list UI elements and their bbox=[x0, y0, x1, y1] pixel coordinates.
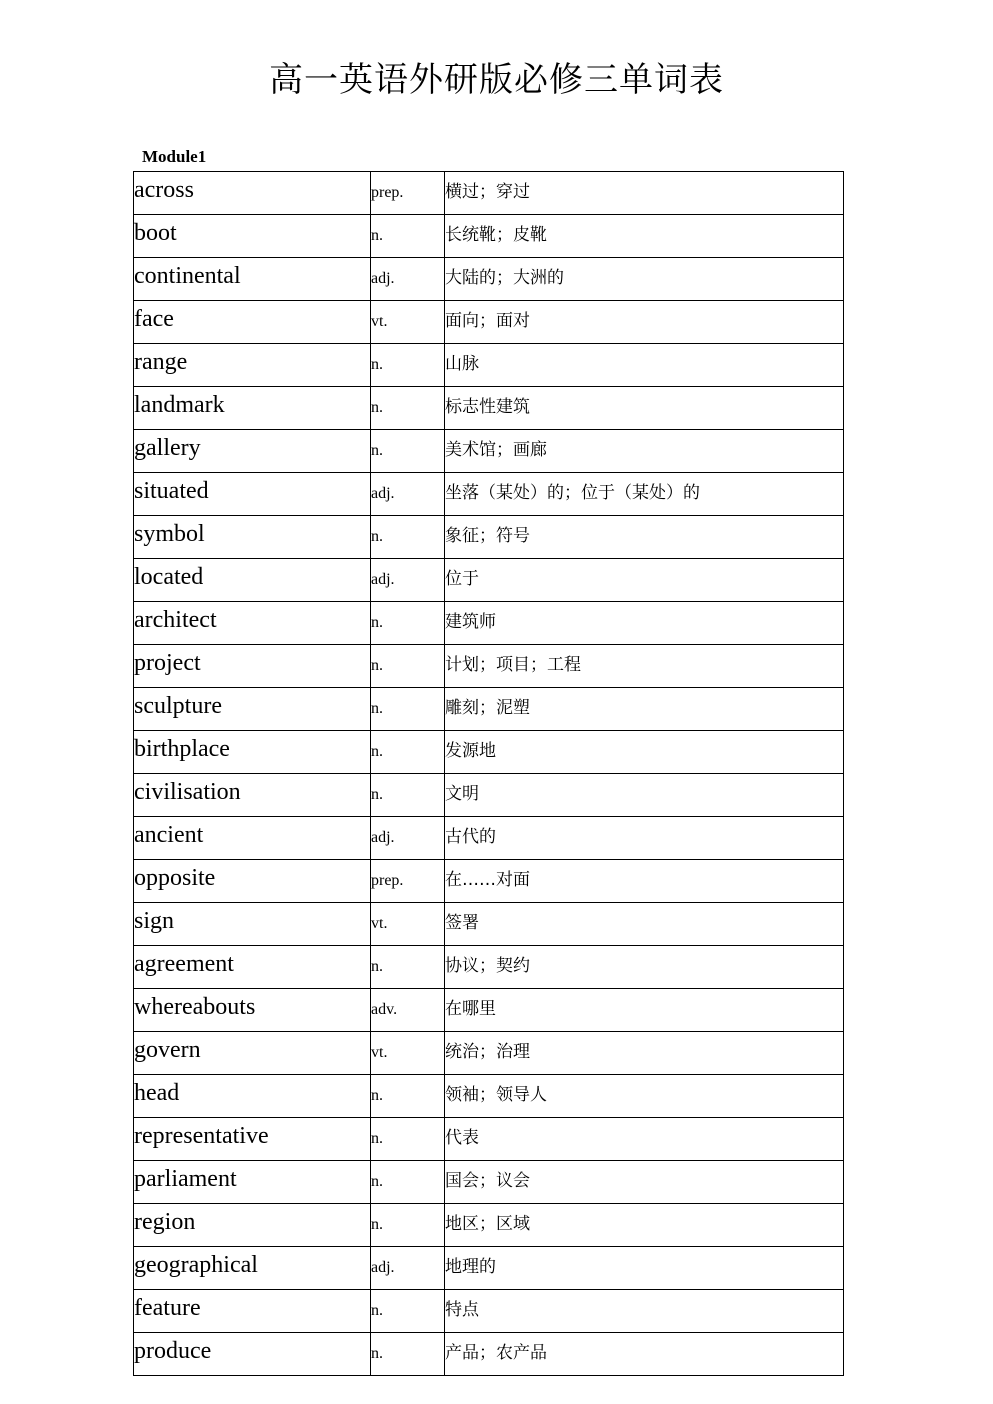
definition-cell: 大陆的；大洲的 bbox=[445, 258, 844, 301]
pos-cell: n. bbox=[371, 387, 445, 430]
table-row bbox=[134, 473, 844, 516]
pos-cell: n. bbox=[371, 1333, 445, 1376]
page-title: 高一英语外研版必修三单词表 bbox=[269, 60, 724, 100]
definition-cell: 国会；议会 bbox=[445, 1161, 844, 1204]
word-cell: continental bbox=[134, 258, 371, 301]
pos-cell: n. bbox=[371, 774, 445, 817]
table-row bbox=[134, 1247, 844, 1290]
table-row bbox=[134, 1118, 844, 1161]
definition-cell: 地理的 bbox=[445, 1247, 844, 1290]
definition-cell: 美术馆；画廊 bbox=[445, 430, 844, 473]
table-row bbox=[134, 1204, 844, 1247]
word-cell: head bbox=[134, 1075, 371, 1118]
definition-cell: 协议；契约 bbox=[445, 946, 844, 989]
module-heading: Module1 bbox=[142, 147, 207, 166]
word-cell: feature bbox=[134, 1290, 371, 1333]
word-cell: civilisation bbox=[134, 774, 371, 817]
pos-cell: n. bbox=[371, 1075, 445, 1118]
definition-cell: 地区；区域 bbox=[445, 1204, 844, 1247]
definition-cell: 建筑师 bbox=[445, 602, 844, 645]
table-row bbox=[134, 559, 844, 602]
definition-cell: 特点 bbox=[445, 1290, 844, 1333]
pos-cell: n. bbox=[371, 516, 445, 559]
table-row bbox=[134, 430, 844, 473]
word-cell: landmark bbox=[134, 387, 371, 430]
definition-cell: 位于 bbox=[445, 559, 844, 602]
table-row bbox=[134, 1032, 844, 1075]
table-row bbox=[134, 645, 844, 688]
pos-cell: n. bbox=[371, 602, 445, 645]
vocabulary-table bbox=[133, 171, 844, 1376]
definition-cell: 雕刻；泥塑 bbox=[445, 688, 844, 731]
table-row bbox=[134, 903, 844, 946]
definition-cell: 坐落（某处）的；位于（某处）的 bbox=[445, 473, 844, 516]
word-cell: geographical bbox=[134, 1247, 371, 1290]
definition-cell: 标志性建筑 bbox=[445, 387, 844, 430]
pos-cell: adv. bbox=[371, 989, 445, 1032]
table-row bbox=[134, 946, 844, 989]
word-cell: located bbox=[134, 559, 371, 602]
pos-cell: vt. bbox=[371, 903, 445, 946]
pos-cell: n. bbox=[371, 645, 445, 688]
definition-cell: 山脉 bbox=[445, 344, 844, 387]
word-cell: opposite bbox=[134, 860, 371, 903]
definition-cell: 代表 bbox=[445, 1118, 844, 1161]
word-cell: govern bbox=[134, 1032, 371, 1075]
table-row bbox=[134, 817, 844, 860]
word-cell: produce bbox=[134, 1333, 371, 1376]
pos-cell: adj. bbox=[371, 559, 445, 602]
definition-cell: 文明 bbox=[445, 774, 844, 817]
word-cell: range bbox=[134, 344, 371, 387]
pos-cell: n. bbox=[371, 344, 445, 387]
word-cell: birthplace bbox=[134, 731, 371, 774]
word-cell: architect bbox=[134, 602, 371, 645]
pos-cell: adj. bbox=[371, 817, 445, 860]
pos-cell: adj. bbox=[371, 473, 445, 516]
pos-cell: n. bbox=[371, 731, 445, 774]
table-row bbox=[134, 1290, 844, 1333]
table-row bbox=[134, 344, 844, 387]
word-cell: parliament bbox=[134, 1161, 371, 1204]
word-cell: representative bbox=[134, 1118, 371, 1161]
word-cell: ancient bbox=[134, 817, 371, 860]
definition-cell: 象征；符号 bbox=[445, 516, 844, 559]
word-cell: project bbox=[134, 645, 371, 688]
table-row bbox=[134, 172, 844, 215]
table-row bbox=[134, 387, 844, 430]
definition-cell: 发源地 bbox=[445, 731, 844, 774]
definition-cell: 产品；农产品 bbox=[445, 1333, 844, 1376]
definition-cell: 统治；治理 bbox=[445, 1032, 844, 1075]
pos-cell: prep. bbox=[371, 172, 445, 215]
pos-cell: vt. bbox=[371, 1032, 445, 1075]
table-row bbox=[134, 301, 844, 344]
pos-cell: n. bbox=[371, 215, 445, 258]
definition-cell: 横过；穿过 bbox=[445, 172, 844, 215]
definition-cell: 在哪里 bbox=[445, 989, 844, 1032]
pos-cell: n. bbox=[371, 1161, 445, 1204]
pos-cell: n. bbox=[371, 946, 445, 989]
word-cell: agreement bbox=[134, 946, 371, 989]
table-row bbox=[134, 989, 844, 1032]
table-row bbox=[134, 1075, 844, 1118]
table-row bbox=[134, 774, 844, 817]
pos-cell: adj. bbox=[371, 258, 445, 301]
table-row bbox=[134, 1161, 844, 1204]
definition-cell: 长统靴；皮靴 bbox=[445, 215, 844, 258]
pos-cell: n. bbox=[371, 688, 445, 731]
table-row bbox=[134, 258, 844, 301]
pos-cell: n. bbox=[371, 1290, 445, 1333]
pos-cell: vt. bbox=[371, 301, 445, 344]
table-row bbox=[134, 215, 844, 258]
word-cell: situated bbox=[134, 473, 371, 516]
word-cell: boot bbox=[134, 215, 371, 258]
pos-cell: adj. bbox=[371, 1247, 445, 1290]
table-row bbox=[134, 688, 844, 731]
definition-cell: 古代的 bbox=[445, 817, 844, 860]
pos-cell: prep. bbox=[371, 860, 445, 903]
pos-cell: n. bbox=[371, 430, 445, 473]
definition-cell: 面向；面对 bbox=[445, 301, 844, 344]
pos-cell: n. bbox=[371, 1118, 445, 1161]
definition-cell: 计划；项目；工程 bbox=[445, 645, 844, 688]
word-cell: region bbox=[134, 1204, 371, 1247]
definition-cell: 领袖；领导人 bbox=[445, 1075, 844, 1118]
word-cell: symbol bbox=[134, 516, 371, 559]
table-row bbox=[134, 602, 844, 645]
word-cell: whereabouts bbox=[134, 989, 371, 1032]
word-cell: gallery bbox=[134, 430, 371, 473]
word-cell: face bbox=[134, 301, 371, 344]
table-row bbox=[134, 1333, 844, 1376]
word-cell: sculpture bbox=[134, 688, 371, 731]
word-cell: sign bbox=[134, 903, 371, 946]
pos-cell: n. bbox=[371, 1204, 445, 1247]
table-row bbox=[134, 516, 844, 559]
table-row bbox=[134, 731, 844, 774]
definition-cell: 在……对面 bbox=[445, 860, 844, 903]
definition-cell: 签署 bbox=[445, 903, 844, 946]
word-cell: across bbox=[134, 172, 371, 215]
table-row bbox=[134, 860, 844, 903]
